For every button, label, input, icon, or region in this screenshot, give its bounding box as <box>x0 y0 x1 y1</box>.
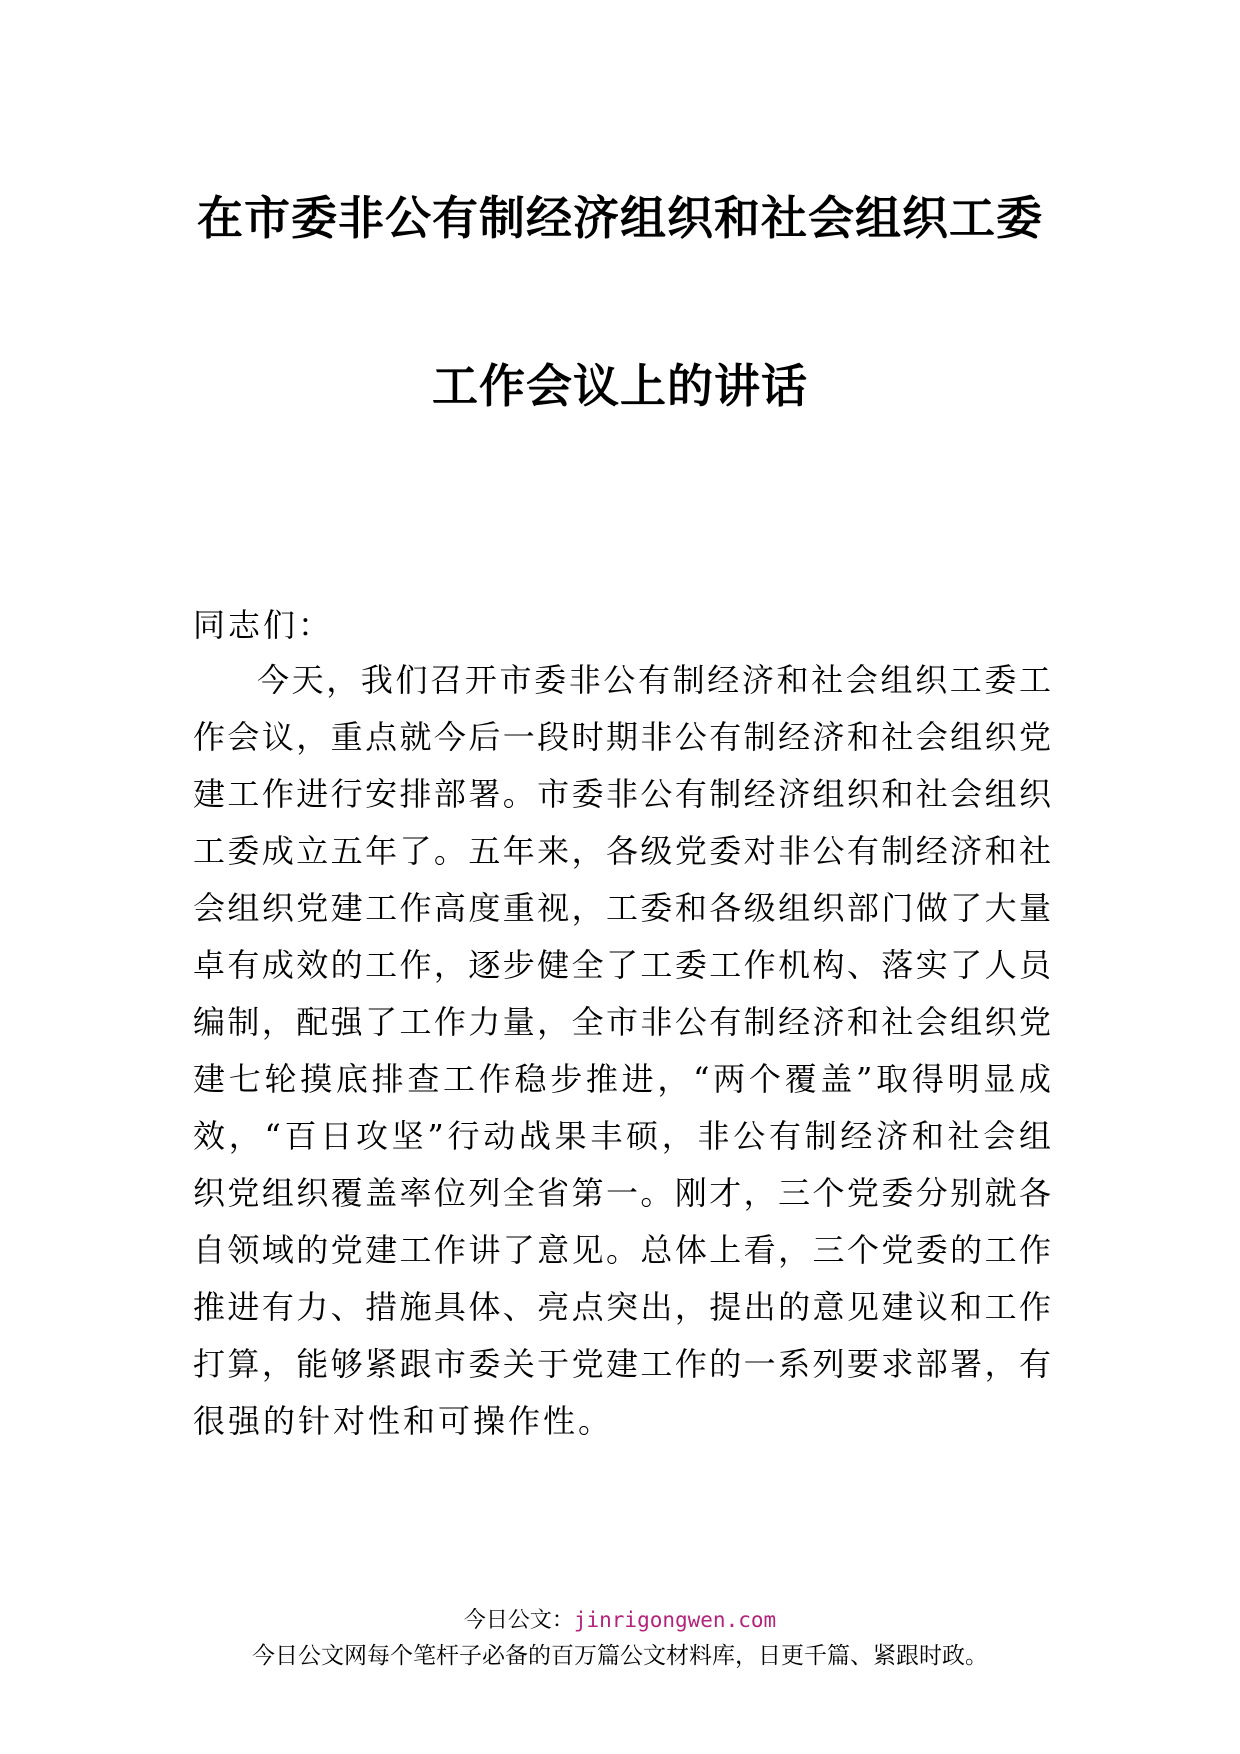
paragraph-line: 自领域的党建工作讲了意见。总体上看，三个党委的工作 <box>193 1231 1053 1269</box>
paragraph-line: 建工作进行安排部署。市委非公有制经济组织和社会组织 <box>193 775 1053 813</box>
paragraph-line: 工委成立五年了。五年来，各级党委对非公有制经济和社 <box>193 832 1053 870</box>
paragraph-line: 编制，配强了工作力量，全市非公有制经济和社会组织党 <box>193 1003 1053 1041</box>
document-title-line-1: 在市委非公有制经济组织和社会组织工委 <box>197 191 1043 245</box>
paragraph-line: 卓有成效的工作，逐步健全了工委工作机构、落实了人员 <box>193 946 1053 984</box>
footer-site-line <box>0 1603 1240 1634</box>
paragraph-line: 会组织党建工作高度重视，工委和各级组织部门做了大量 <box>193 889 1053 927</box>
footer-site-label: 今日公文： <box>463 1608 574 1633</box>
paragraph-line: 今天，我们召开市委非公有制经济和社会组织工委工 <box>257 661 1053 699</box>
document-title-line-2: 工作会议上的讲话 <box>432 359 808 413</box>
paragraph-line: 效，“百日攻坚”行动战果丰硕，非公有制经济和社会组 <box>193 1117 1053 1155</box>
paragraph-line: 建七轮摸底排查工作稳步推进，“两个覆盖”取得明显成 <box>193 1060 1053 1098</box>
salutation: 同志们： <box>193 606 334 644</box>
paragraph-line: 作会议，重点就今后一段时期非公有制经济和社会组织党 <box>193 718 1053 756</box>
paragraph-line: 织党组织覆盖率位列全省第一。刚才，三个党委分别就各 <box>193 1174 1053 1212</box>
footer-site-link[interactable]: jinrigongwen.com <box>573 1608 777 1632</box>
paragraph-line: 打算，能够紧跟市委关于党建工作的一系列要求部署，有 <box>193 1345 1053 1383</box>
paragraph-line: 很强的针对性和可操作性。 <box>193 1402 614 1440</box>
paragraph-line: 推进有力、措施具体、亮点突出，提出的意见建议和工作 <box>193 1288 1053 1326</box>
footer-slogan: 今日公文网每个笔杆子必备的百万篇公文材料库，日更千篇、紧跟时政。 <box>252 1643 988 1669</box>
